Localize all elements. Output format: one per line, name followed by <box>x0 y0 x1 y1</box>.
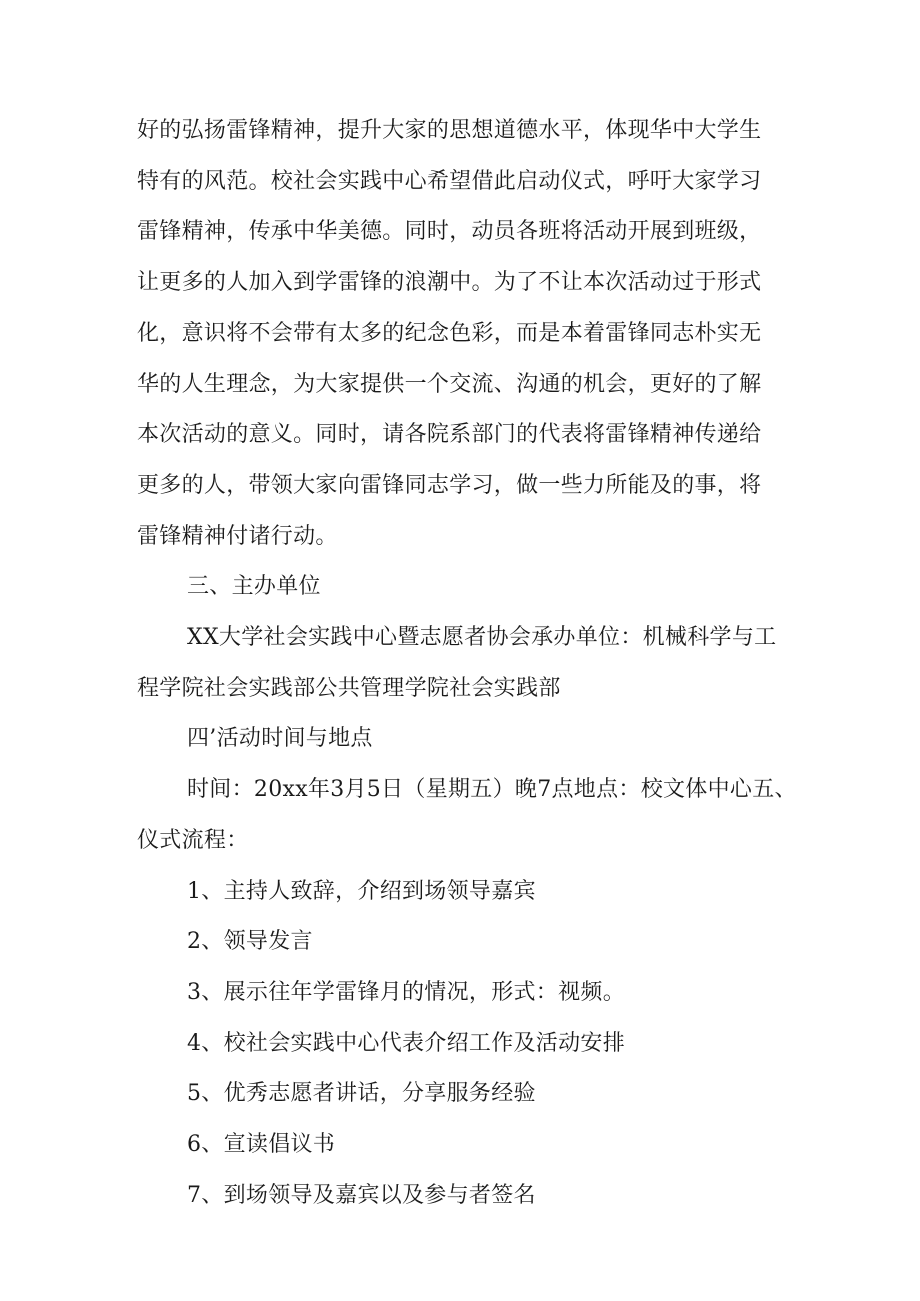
paragraph-line: 时间：20xx年3月5日（星期五）晚7点地点：校文体中心五、 <box>187 777 797 803</box>
paragraph-line: 化，意识将不会带有太多的纪念色彩，而是本着雷锋同志朴实无 <box>137 320 762 346</box>
section-4-heading <box>137 714 797 765</box>
paragraph-line: 特有的风范。校社会实践中心希望借此启动仪式，呼吁大家学习 <box>137 168 762 194</box>
intro-paragraph <box>137 106 797 562</box>
list-item: 3、展示往年学雷锋月的情况，形式：视频。 <box>187 979 625 1005</box>
paragraph-line: 雷锋精神付诸行动。 <box>137 523 338 549</box>
paragraph-line: 更多的人，带领大家向雷锋同志学习，做一些力所能及的事，将 <box>137 472 762 498</box>
section-3-body <box>137 613 797 714</box>
document-body <box>137 106 797 1221</box>
list-item: 1、主持人致辞，介绍到场领导嘉宾 <box>187 878 536 904</box>
section-4-body <box>137 765 797 866</box>
paragraph-line: 让更多的人加入到学雷锋的浪潮中。为了不让本次活动过于形式 <box>137 270 762 296</box>
paragraph-line: 雷锋精神，传承中华美德。同时，动员各班将活动开展到班级， <box>137 219 762 245</box>
paragraph-line: 本次活动的意义。同时，请各院系部门的代表将雷锋精神传递给 <box>137 422 762 448</box>
heading-text: 四’活动时间与地点 <box>187 726 373 752</box>
heading-text: 三、主办单位 <box>187 574 321 600</box>
list-item: 6、宣读倡议书 <box>187 1132 336 1158</box>
paragraph-line: 华的人生理念，为大家提供一个交流、沟通的机会，更好的了解 <box>137 371 762 397</box>
paragraph-line: XX大学社会实践中心暨志愿者协会承办单位：机械科学与工 <box>187 625 777 651</box>
procedure-list <box>137 867 797 1222</box>
list-item: 7、到场领导及嘉宾以及参与者签名 <box>187 1182 536 1208</box>
paragraph-line: 程学院社会实践部公共管理学院社会实践部 <box>137 675 561 701</box>
section-3-heading <box>137 562 797 613</box>
list-item: 4、校社会实践中心代表介绍工作及活动安排 <box>187 1030 625 1056</box>
paragraph-line: 好的弘扬雷锋精神，提升大家的思想道德水平，体现华中大学生 <box>137 118 762 143</box>
list-item: 2、领导发言 <box>187 929 313 955</box>
paragraph-line: 仪式流程： <box>137 827 249 853</box>
list-item: 5、优秀志愿者讲话，分享服务经验 <box>187 1081 536 1107</box>
